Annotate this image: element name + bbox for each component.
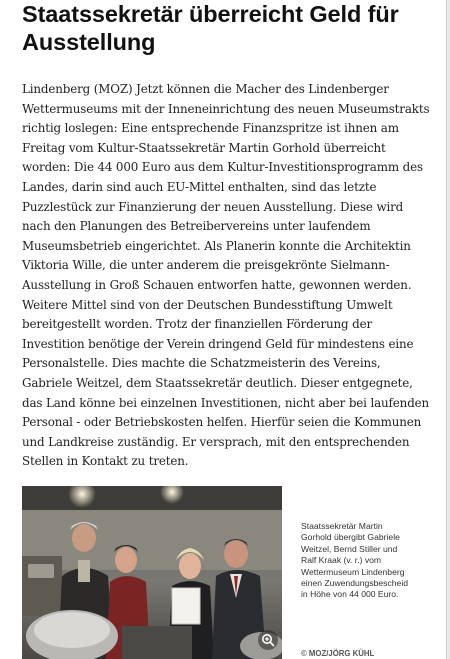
article-headline: Staatssekretär überreicht Geld für Ausstellung — [22, 1, 399, 55]
article-photo[interactable] — [22, 486, 282, 659]
photo-credit: © MOZ/JÖRG KÜHL — [301, 649, 375, 658]
page-border — [446, 0, 450, 659]
magnifier-plus-icon — [261, 633, 275, 647]
article-body: Lindenberg (MOZ) Jetzt können die Macher des Lindenberger Wettermuseums mit der Inneneinrichtung des neuen Museumstrakts richtig loslegen: Eine entsprechende Finanzspritze ist ihnen am Freitag vom Kultur-Staatssekretär Martin Gorhold überreicht worden: Die 44 000 Euro aus dem Kultur-Investitionsprogramm des Landes, darin sind auch EU-Mittel enthalten, sind das letzte Puzzlestück zur Finanzierung der neuen Ausstellung. Diese wird nach den Planungen des Betreibervereins unter laufendem Museumsbetrieb eingerichtet. Als Planerin konnte die Architektin Viktoria Wille, die unter anderem die preisgekrönte Sielmann-Ausstellung in Groß Schauen entworfen hatte, gewonnen werden. Weitere Mittel sind von der Deutschen Bundesstiftung Umwelt bereitgestellt worden. Trotz der finanziellen Förderung der Investition benötige der Verein dringend Geld für mindestens eine Personalstelle. Dies machte die Schatzmeisterin des Vereins, Gabriele Weitzel, dem Staatssekretär deutlich. Dieser entgegnete, das Land könne bei einzelnen Investitionen, nicht aber bei laufenden Personal - oder Betriebskosten helfen. Hierfür seien die Kommunen und Landkreise zuständig. Er versprach, mit den entsprechenden Stellen in Kontakt zu treten. — [22, 82, 430, 469]
zoom-button[interactable] — [258, 630, 278, 650]
photo-illustration — [22, 486, 282, 659]
photo-caption: Staatssekretär Martin Gorhold übergibt Gabriele Weitzel, Bernd Stiller und Ralf Kraak (v. r.) vom Wettermuseum Lindenberg einen Zuwendungsbescheid in Höhe von 44 000 Euro. — [301, 521, 409, 600]
